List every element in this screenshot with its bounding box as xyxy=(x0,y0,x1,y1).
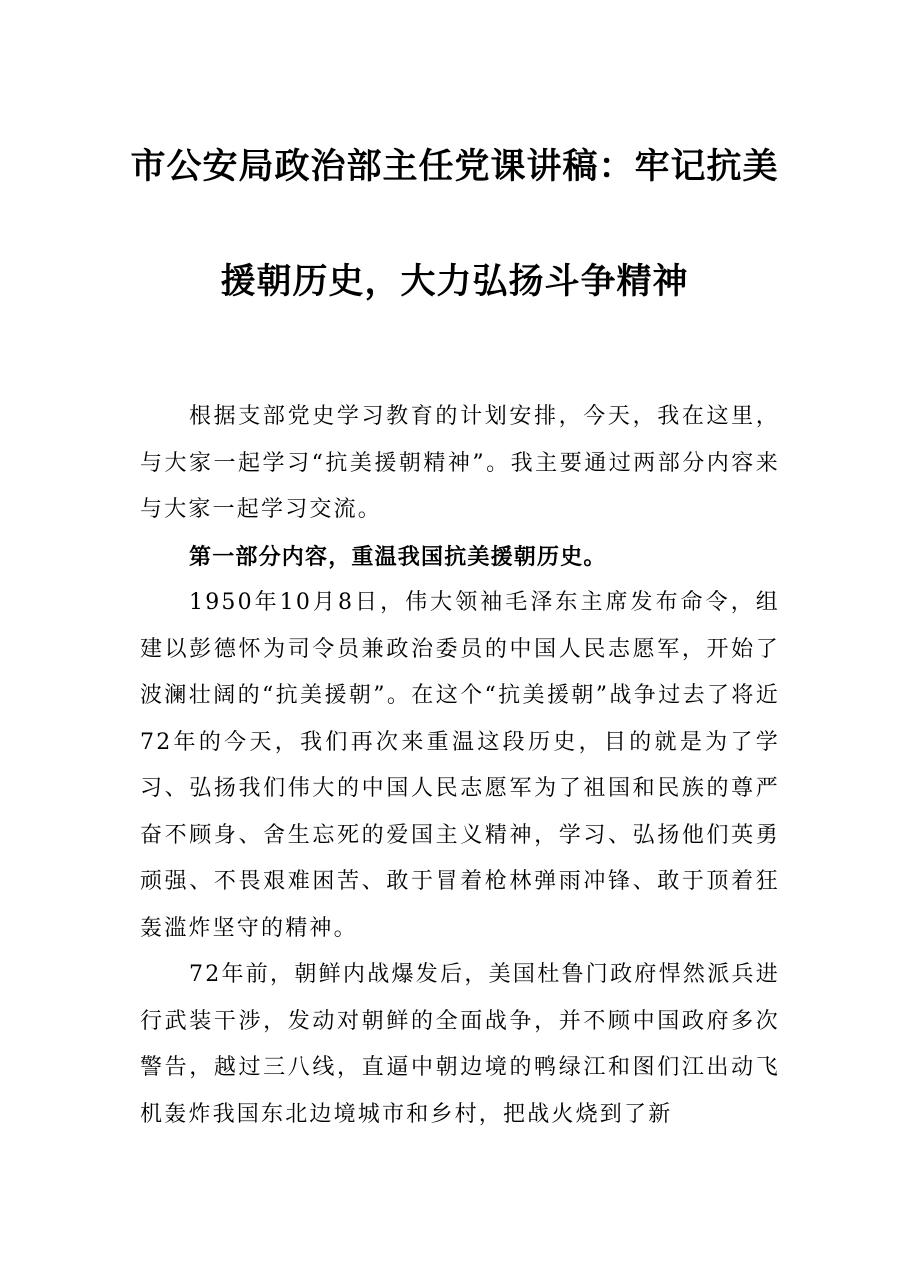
document-title-line-2: 援朝历史，大力弘扬斗争精神 xyxy=(220,261,689,302)
document-body xyxy=(140,394,780,1138)
paragraph-intro: 根据支部党史学习教育的计划安排，今天，我在这里，与大家一起学习“抗美援朝精神”。我主要通过两部分内容来与大家一起学习交流。 xyxy=(140,404,780,522)
paragraph-history: 1950年10月8日，伟大领袖毛泽东主席发布命令，组建以彭德怀为司令员兼政治委员的中国人民志愿军，开始了波澜壮阔的“抗美援朝”。在这个“抗美援朝”战争过去了将近72年的今天，我们再次来重温这段历史，目的就是为了学习、弘扬我们伟大的中国人民志愿军为了祖国和民族的尊严奋不顾身、舍生忘死的爱国主义精神，学习、弘扬他们英勇顽强、不畏艰难困苦、敢于冒着枪林弹雨冲锋、敢于顶着狂轰滥炸坚守的精神。 xyxy=(140,590,780,941)
section-heading: 第一部分内容，重温我国抗美援朝历史。 xyxy=(189,543,607,570)
document-title-line-1: 市公安局政治部主任党课讲稿：牢记抗美 xyxy=(130,146,779,187)
paragraph-background: 72年前，朝鲜内战爆发后，美国杜鲁门政府悍然派兵进行武装干涉，发动对朝鲜的全面战争，并不顾中国政府多次警告，越过三八线，直逼中朝边境的鸭绿江和图们江出动飞机轰炸我国东北边境城市和乡村，把战火烧到了新 xyxy=(140,962,780,1127)
